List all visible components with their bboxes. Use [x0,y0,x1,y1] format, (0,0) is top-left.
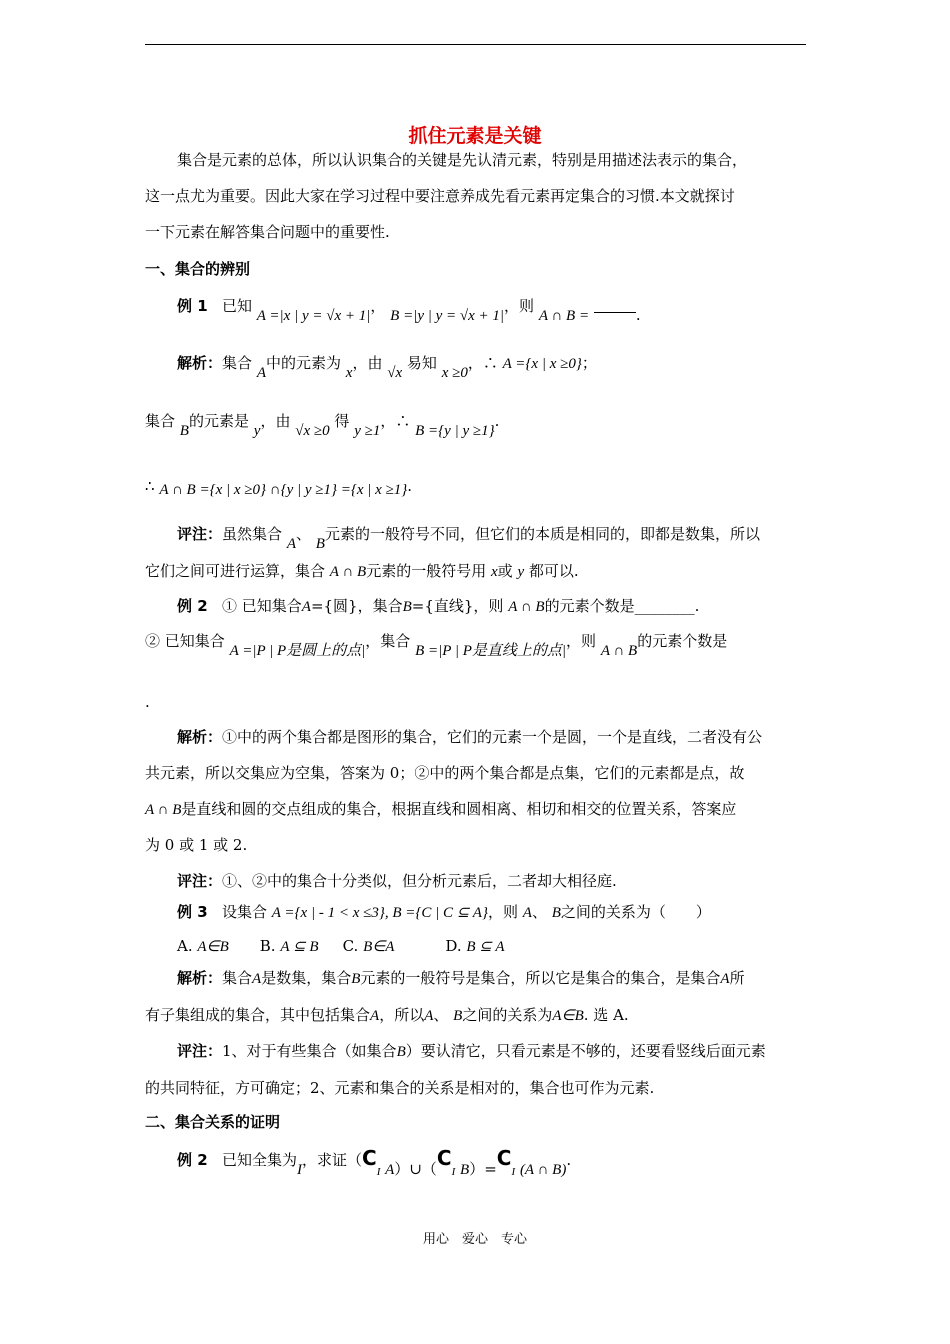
text: ，∴ [467,354,498,372]
example-label: 例 3 [177,903,208,921]
text: 都可以. [528,562,579,580]
text: ，所以 [379,1006,425,1024]
text: 1、对于有些集合（如集合 [222,1042,397,1060]
option-letter: B. [259,937,276,955]
text: ={直线}，则 [411,597,504,615]
analysis-label: 解析： [177,354,223,372]
math: B [453,1008,463,1024]
text: . [407,477,413,495]
text: ）= [469,1160,497,1178]
text: ， [370,297,386,315]
option-letter: C. [342,937,359,955]
text: 、 [531,903,547,921]
comment-3-line-2: 的共同特征，方可确定；2、元素和集合的关系是相对的，集合也可作为元素. [145,1079,655,1097]
text: 有子集组成的集合，其中包括集合 [145,1006,371,1024]
answer-blank [594,312,636,313]
math: A ⊆ B [280,939,319,955]
text: ，∴ [380,412,411,430]
complement-symbol: C [436,1146,452,1170]
set-b-definition: B =|y | y = √x + 1| [390,308,505,324]
text: ①中的两个集合都是图形的集合，它们的元素一个是圆，一个是直线，二者没有公 [222,728,763,746]
text: 已知全集为 [221,1151,297,1169]
text: 中的元素为 [265,354,341,372]
comment-label: 评注： [177,525,223,543]
math: A ∩ B [600,643,638,659]
math: B ⊆ A [466,939,505,955]
intersection-question: A ∩ B = [538,308,590,324]
set-a-definition: A =|x | y = √x + 1| [256,308,371,324]
math: A [522,905,532,921]
text: 虽然集合 [222,525,283,543]
text: ，则 [487,903,518,921]
math-subscript: I [376,1166,381,1178]
intro-line-1: 集合是元素的总体，所以认识集合的关键是先认清元素，特别是用描述法表示的集合， [177,151,748,169]
analysis-3-line-2 [145,1005,629,1026]
math: A∈B [552,1008,584,1024]
text: 是数集，集合 [261,969,352,987]
comment-2 [177,871,617,891]
text: 集合 [222,969,253,987]
example-label: 例 2 [177,1151,208,1169]
example-2-line-1 [177,596,699,617]
math: A ∩ B [508,599,545,615]
text: 、 [295,525,311,543]
therefore-symbol: ∴ [145,477,155,495]
math: √x [387,365,403,381]
analysis-label: 解析： [177,969,223,987]
math: A [252,971,262,987]
text: . [635,306,641,324]
analysis-1-line-3 [145,476,412,497]
math: B [402,599,412,615]
example-2-line-2 [145,631,728,659]
math: A ∩ B ={x | x ≥0} ∩{y | y ≥1} ={x | x ≥1} [159,482,408,498]
option-a [177,936,255,957]
math: A [370,1008,380,1024]
text: ① 已知集合 [221,597,302,615]
option-letter: A. [177,937,193,955]
text: 之间的关系为（ ） [560,903,711,921]
text: 元素的一般符号用 [366,562,487,580]
text: 之间的关系为 [462,1006,553,1024]
example-1 [177,296,641,324]
text: . 选 A. [583,1006,629,1024]
math: B [396,1044,406,1060]
text: 、 [433,1006,449,1024]
math: x [490,564,498,580]
header-rule [145,44,806,45]
complement-symbol: C [362,1146,377,1170]
math: B =|P | P是直线上的点| [415,643,567,659]
text: ，则 [504,297,535,315]
comment-label: 评注： [177,872,223,890]
answer-blank: ________ [634,597,695,615]
math: (A ∩ B) [519,1162,567,1178]
intro-line-2: 这一点尤为重要。因此大家在学习过程中要注意养成先看元素再定集合的习惯.本文就探讨 [145,187,735,205]
text: ； [581,354,597,372]
option-c [343,936,441,957]
math: I [297,1162,302,1178]
option-b [260,936,338,957]
text: ，由 [352,354,383,372]
math: B∈A [363,939,395,955]
text: 设集合 [221,903,267,921]
math: A [385,1162,395,1178]
math: y [517,564,525,580]
text: ）要认清它，只看元素是不够的，还要看竖线后面元素 [405,1042,766,1060]
math: A [256,365,266,381]
page-footer: 用心 爱心 专心 [422,1232,527,1247]
text: ={圆}，集合 [310,597,403,615]
math: B [179,423,189,439]
text: 元素的一般符号不同，但它们的本质是相同的，即都是数集，所以 [324,525,760,543]
math: A ∩ B [329,564,367,580]
math: √x ≥0 [295,423,330,439]
option-d [445,936,535,957]
math: A ={x | - 1 < x ≤3}, B ={C | C ⊆ A} [271,905,488,921]
math: A ∩ B [145,802,182,818]
math: A ={x | x ≥0} [502,356,582,372]
math: y [253,423,261,439]
math: A =|P | P是圆上的点| [229,643,366,659]
math: A [720,971,730,987]
text: 所 [729,969,745,987]
math: B [315,536,325,552]
text: 元素的一般符号是集合，所以它是集合的集合，是集合 [360,969,721,987]
comment-3-line-1 [177,1041,766,1062]
example-3 [177,902,711,923]
text: 易知 [406,354,437,372]
text: ，集合 [365,632,411,650]
text: ② 已知集合 [145,632,225,650]
math: B [460,1162,470,1178]
text: . [566,1151,572,1169]
text: 或 [497,562,513,580]
example-4 [177,1146,572,1178]
analysis-2-line-3 [145,799,736,820]
math: B ={y | y ≥1} [415,423,495,439]
text: 得 [334,412,350,430]
text: 集合 [222,354,253,372]
text: ，则 [566,632,597,650]
text: ，求证（ [302,1151,363,1169]
comment-1-line-1 [177,524,760,552]
option-letter: D. [445,937,462,955]
example-label: 例 2 [177,597,208,615]
text: 的元素个数是 [544,597,635,615]
math-subscript: I [451,1166,456,1178]
text: ）∪（ [394,1160,437,1178]
text: 已知 [221,297,252,315]
text: 集合 [145,412,176,430]
example-label: 例 1 [177,297,208,315]
intro-line-3: 一下元素在解答集合问题中的重要性. [145,223,390,241]
text: 它们之间可进行运算，集合 [145,562,326,580]
analysis-label: 解析： [177,728,223,746]
section-heading-1: 一、集合的辨别 [145,260,251,278]
analysis-2-line-2: 共元素，所以交集应为空集，答案为 0；②中的两个集合都是点集，它们的元素都是点，故 [145,764,745,782]
text: . [494,412,500,430]
text: 是直线和圆的交点组成的集合，根据直线和圆相离、相切和相交的位置关系，答案应 [181,800,737,818]
example-3-options [177,936,535,957]
analysis-2-line-4: 为 0 或 1 或 2. [145,836,248,854]
comment-1-line-2 [145,561,579,582]
document-title: 抓住元素是关键 [408,125,542,147]
math: x [345,365,353,381]
analysis-2-line-1 [177,727,762,747]
text: ①、②中的集合十分类似，但分析元素后，二者却大相径庭. [222,872,617,890]
math: A [301,599,311,615]
complement-symbol: C [496,1146,512,1170]
math-subscript: I [511,1166,516,1178]
analysis-1-line-1 [177,353,597,381]
math: y ≥1 [354,423,381,439]
math: A∈B [197,939,229,955]
math: B [351,971,361,987]
math: A [424,1008,434,1024]
text: 的元素是 [188,412,249,430]
text: 的元素个数是 [637,632,728,650]
analysis-1-line-2 [145,411,500,439]
example-2-line-3: . [145,693,150,711]
text: . [694,597,700,615]
math: B [551,905,561,921]
comment-label: 评注： [177,1042,223,1060]
text: ，由 [260,412,291,430]
math: A [286,536,296,552]
math: x ≥0 [441,365,468,381]
analysis-3-line-1 [177,968,745,989]
section-heading-2: 二、集合关系的证明 [145,1113,281,1131]
